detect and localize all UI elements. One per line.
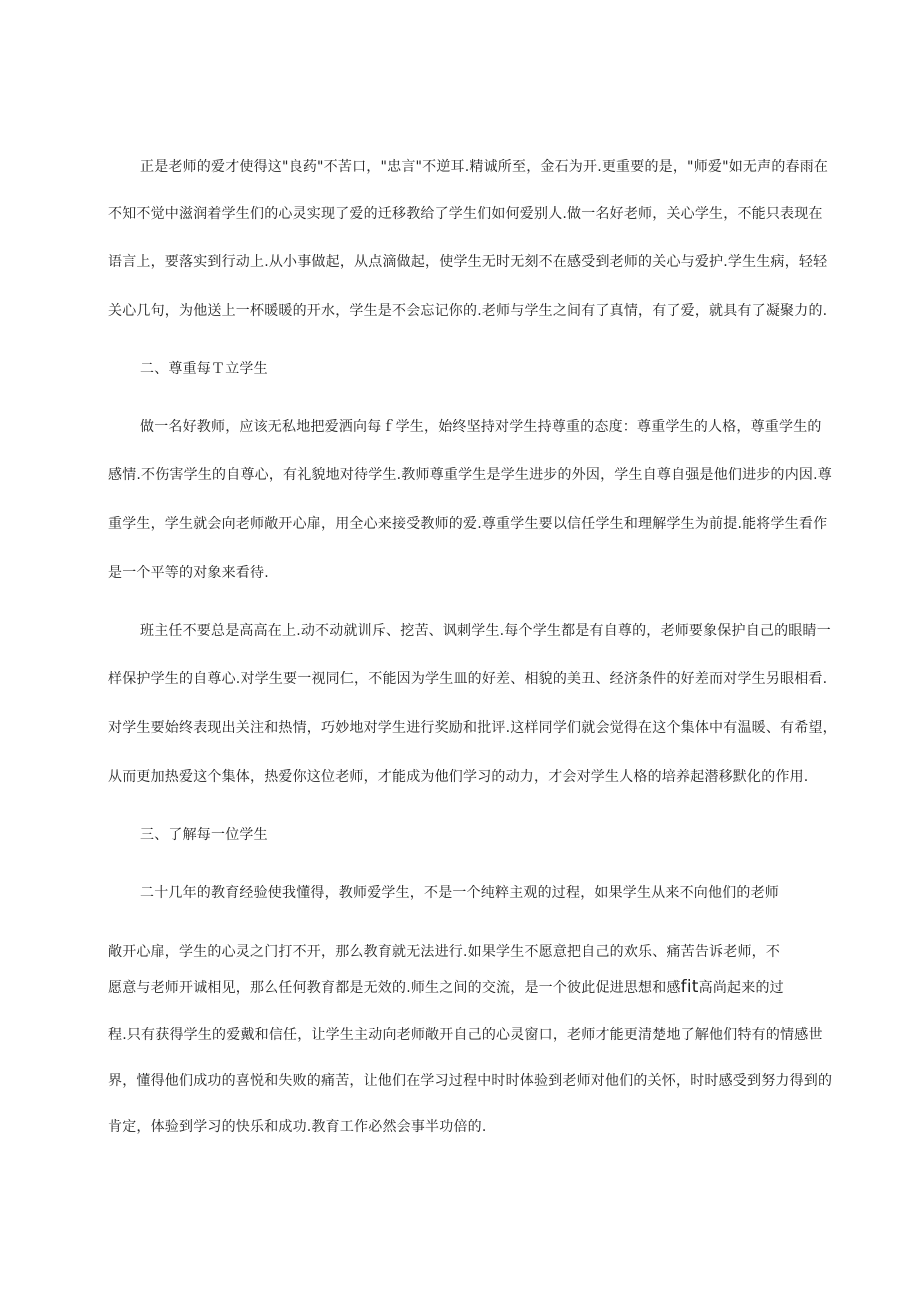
paragraph-line: 程.只有获得学生的爱戴和信任，让学生主动向老师敞开自己的心灵窗口，老师才能更清楚地了解他们特有的情感世 — [108, 1027, 823, 1043]
paragraph-text: 高尚起来的过 — [698, 980, 784, 996]
section-heading-3: 三、了解每一位学生 — [140, 827, 268, 843]
paragraph-line: 班主任不要总是高高在上.动不动就训斥、挖苦、讽刺学生.每个学生都是有自尊的，老师要象保护自己的眼睛一 — [140, 623, 831, 639]
paragraph-line: 关心几句，为他送上一杯暖暖的开水，学生是不会忘记你的.老师与学生之间有了真情，有了爱，就具有了凝聚力的. — [108, 303, 828, 319]
paragraph-line: 正是老师的爱才使得这"良药"不苦口，"忠言"不逆耳.精诚所至，金石为开.更重要的是，"师爱"如无声的春雨在 — [140, 159, 829, 175]
paragraph-line: 对学生要始终表现出关注和热情，巧妙地对学生进行奖励和批评.这样同学们就会觉得在这个集体中有温暖、有希望， — [108, 720, 837, 736]
paragraph-line: 样保护学生的自尊心.对学生要一视同仁，不能因为学生皿的好差、相貌的美丑、经济条件的好差而对学生另眼相看. — [108, 671, 828, 687]
paragraph-line: 不知不觉中滋润着学生们的心灵实现了爱的迁移教给了学生们如何爱别人.做一名好老师，关心学生，不能只表现在 — [108, 206, 823, 222]
paragraph-line: 做一名好教师，应该无私地把爱洒向每ｆ学生，始终坚持对学生持尊重的态度：尊重学生的人格，尊重学生的 — [140, 419, 822, 435]
paragraph-line: 界，懂得他们成功的喜悦和失败的痛苦，让他们在学习过程中时时体验到老师对他们的关怀，时时感受到努力得到的 — [108, 1073, 833, 1089]
paragraph-line: 二十几年的教育经验使我懂得，教师爱学生，不是一个纯粹主观的过程，如果学生从来不向他们的老师 — [140, 885, 779, 901]
paragraph-line: 感情.不伤害学生的自尊心，有礼貌地对待学生.教师尊重学生是学生进步的外因，学生自尊自强是他们进步的内因.尊 — [108, 467, 832, 483]
paragraph-line: 是一个平等的对象来看待. — [108, 565, 269, 581]
paragraph-line: 重学生，学生就会向老师敞开心扉，用全心来接受教师的爱.尊重学生要以信任学生和理解学生为前提.能将学生看作 — [108, 516, 828, 532]
paragraph-line: 肯定，体验到学习的快乐和成功.教育工作必然会事半功倍的. — [108, 1119, 487, 1135]
paragraph-line: 敞开心扉，学生的心灵之门打不开，那么教育就无法进行.如果学生不愿意把自己的欢乐、痛苦告诉老师，不 — [108, 944, 781, 960]
paragraph-text: 愿意与老师开诚相见，那么任何教育都是无效的.师生之间的交流，是一个彼此促进思想和感 — [108, 980, 681, 996]
ocr-artifact-text: fit — [680, 977, 699, 997]
section-heading-2: 二、尊重每Ｔ立学生 — [140, 361, 268, 377]
paragraph-line: 语言上，要落实到行动上.从小事做起，从点滴做起，使学生无时无刻不在感受到老师的关心与爱护.学生生病，轻轻 — [108, 254, 828, 270]
paragraph-line: 从而更加热爱这个集体，热爱你这位老师，才能成为他们学习的动力，才会对学生人格的培养起潜移默化的作用. — [108, 769, 809, 785]
paragraph-line — [108, 978, 784, 997]
